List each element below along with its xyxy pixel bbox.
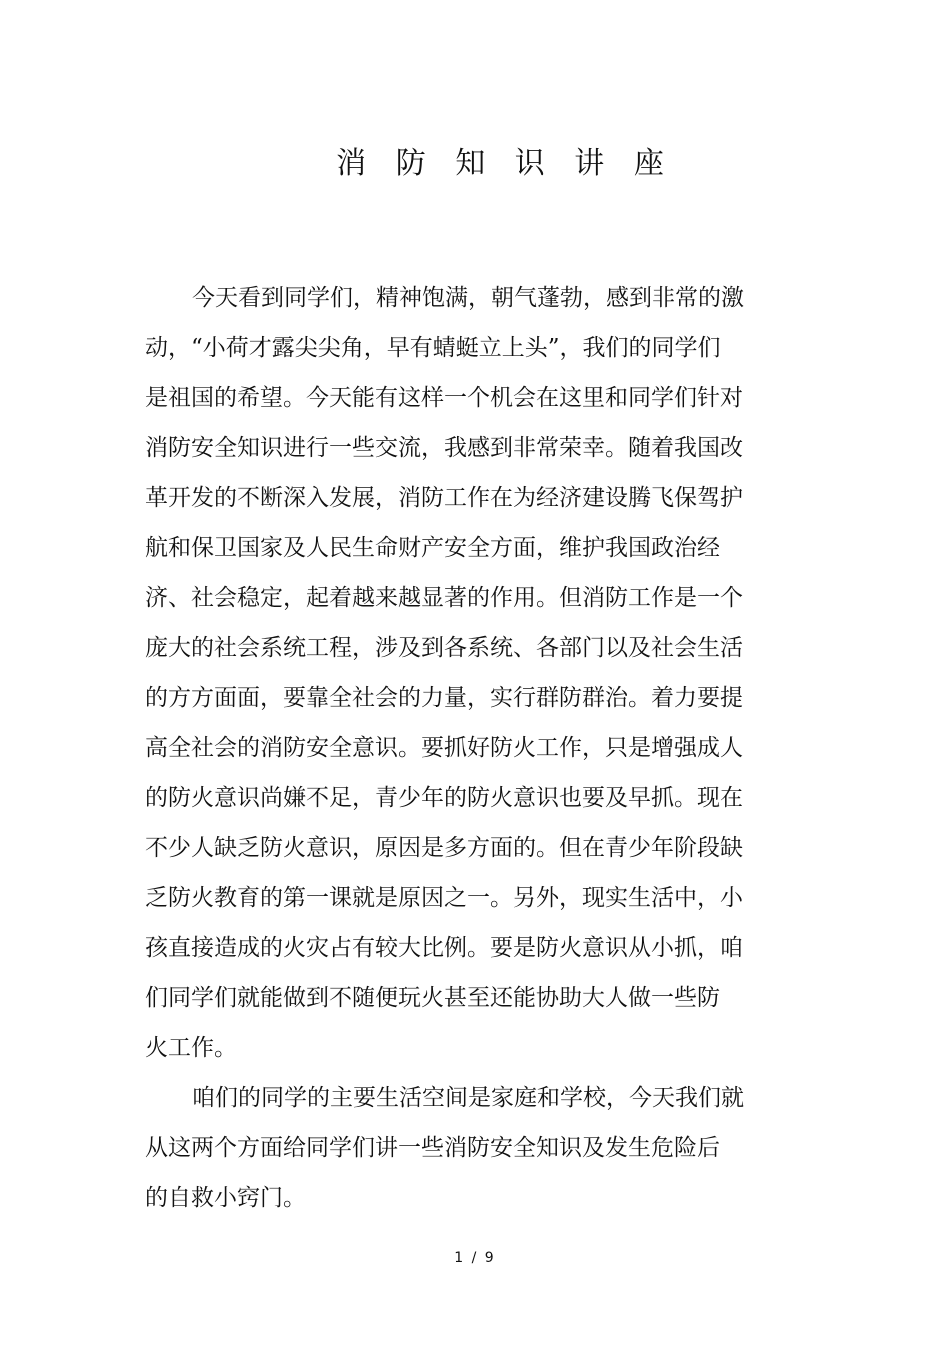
- paragraph-line: 今天看到同学们，精神饱满，朝气蓬勃，感到非常的激: [192, 285, 744, 311]
- paragraph-line: 的防火意识尚嫌不足，青少年的防火意识也要及早抓。现在: [145, 785, 743, 811]
- paragraph-line: 革开发的不断深入发展，消防工作在为经济建设腾飞保驾护: [145, 485, 743, 511]
- paragraph-line: 不少人缺乏防火意识，原因是多方面的。但在青少年阶段缺: [145, 835, 743, 861]
- paragraph-line: 动，“小荷才露尖尖角，早有蜻蜓立上头”，我们的同学们: [145, 335, 721, 361]
- document-title: 消 防 知 识 讲 座: [336, 146, 674, 181]
- paragraph-line: 火工作。: [145, 1035, 237, 1061]
- paragraph-line: 乏防火教育的第一课就是原因之一。另外，现实生活中，小: [145, 885, 743, 911]
- paragraph-line: 的方方面面，要靠全社会的力量，实行群防群治。着力要提: [145, 685, 743, 711]
- paragraph-line: 的自救小窍门。: [145, 1185, 306, 1211]
- paragraph-line: 高全社会的消防安全意识。要抓好防火工作，只是增强成人: [145, 735, 743, 761]
- paragraph-line: 孩直接造成的火灾占有较大比例。要是防火意识从小抓，咱: [145, 935, 743, 961]
- paragraph-line: 从这两个方面给同学们讲一些消防安全知识及发生危险后: [145, 1135, 720, 1161]
- paragraph-line: 是祖国的希望。今天能有这样一个机会在这里和同学们针对: [145, 385, 743, 411]
- page-number: 1 / 9: [454, 1250, 496, 1266]
- paragraph-line: 消防安全知识进行一些交流，我感到非常荣幸。随着我国改: [145, 435, 743, 461]
- paragraph-line: 庞大的社会系统工程，涉及到各系统、各部门以及社会生活: [145, 635, 743, 661]
- paragraph-line: 济、社会稳定，起着越来越显著的作用。但消防工作是一个: [145, 585, 743, 611]
- paragraph-line: 航和保卫国家及人民生命财产安全方面，维护我国政治经: [145, 535, 720, 561]
- paragraph-line: 们同学们就能做到不随便玩火甚至还能协助大人做一些防: [145, 985, 720, 1011]
- paragraph-line: 咱们的同学的主要生活空间是家庭和学校，今天我们就: [192, 1085, 744, 1111]
